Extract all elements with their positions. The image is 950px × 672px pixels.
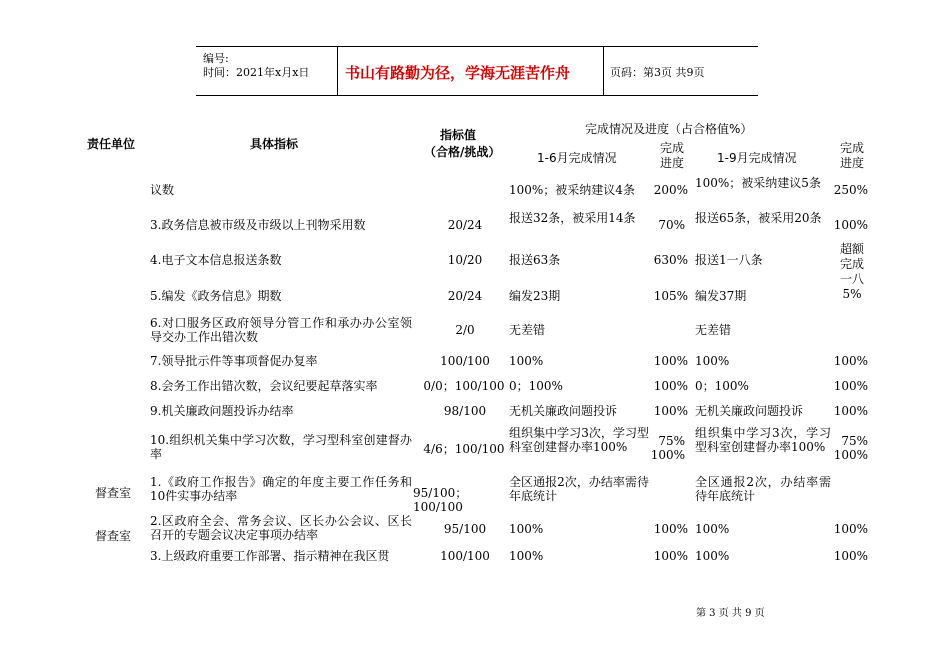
table-row-q3: 100%: [695, 549, 730, 563]
column-header-unit: 责任单位: [87, 137, 136, 151]
table-row-value: 0/0；100/100: [423, 379, 505, 393]
table-row-value: 95/100；100/100: [413, 486, 468, 514]
column-header-q3-rate: 完成 进度: [839, 141, 864, 170]
table-row-h1-rate: 75% 100%: [650, 434, 685, 462]
table-row-q3: 无机关廉政问题投诉: [695, 404, 804, 418]
table-row-h1-rate: 100%: [653, 354, 688, 368]
table-row-h1-rate: 100%: [653, 404, 688, 418]
table-row-q3-rate: 100%: [833, 522, 868, 536]
table-row-value: 98/100: [443, 404, 487, 418]
table-row-indicator: 1.《政府工作报告》确定的年度主要工作任务和10件实事办结率: [150, 475, 412, 503]
table-row-h1-rate: 70%: [658, 218, 685, 232]
table-row-unit: 督查室: [95, 529, 132, 543]
table-row-h1: 报送63条: [509, 253, 561, 267]
header-divider: [603, 46, 604, 95]
table-row-h1: 100%；被采纳建议4条: [509, 183, 635, 197]
table-row-q3: 无差错: [695, 323, 732, 337]
table-row-h1-rate: 630%: [653, 253, 688, 267]
table-row-q3-rate: 100%: [833, 218, 868, 232]
table-row-h1: 100%: [509, 549, 544, 563]
table-row-h1: 0；100%: [509, 379, 563, 393]
table-row-q3-rate: 超额 完成 一八 5%: [839, 242, 864, 301]
table-row-q3: 100%；被采纳建议5条: [695, 176, 821, 190]
table-row-value: 4/6；100/100: [423, 442, 505, 456]
table-row-value: 20/24: [447, 218, 483, 232]
header-motto: 书山有路勤为径，学海无涯苦作舟: [345, 64, 571, 82]
table-row-q3: 报送1一八条: [695, 253, 763, 267]
table-row-indicator: 8.会务工作出错次数，会议纪要起草落实率: [150, 379, 378, 393]
header-page-label: 页码：第3页 共9页: [610, 66, 705, 79]
table-row-h1: 100%: [509, 522, 544, 536]
table-row-h1-rate: 100%: [653, 379, 688, 393]
table-row-q3: 100%: [695, 522, 730, 536]
column-header-progress: 完成情况及进度（占合格值%）: [585, 122, 753, 136]
table-row-q3: 0；100%: [695, 379, 749, 393]
table-row-q3: 100%: [695, 354, 730, 368]
table-row-indicator: 10.组织机关集中学习次数，学习型科室创建督办率: [150, 433, 412, 461]
column-header-h1-rate: 完成 进度: [659, 141, 684, 170]
column-header-indicator: 具体指标: [250, 137, 299, 151]
table-row-h1-rate: 100%: [653, 522, 688, 536]
table-row-q3: 全区通报2次，办结率需待年底统计: [695, 475, 831, 503]
table-row-q3: 组织集中学习3次，学习型科室创建督办率100%: [695, 426, 831, 454]
table-row-indicator: 5.编发《政务信息》期数: [150, 289, 282, 303]
table-row-unit: 督查室: [95, 486, 132, 500]
table-row-h1: 组织集中学习3次，学习型科室创建督办率100%: [509, 426, 649, 454]
table-row-h1: 编发23期: [509, 289, 561, 303]
table-row-q3-rate: 100%: [833, 549, 868, 563]
table-row-h1-rate: 105%: [653, 289, 688, 303]
table-row-value: 95/100: [443, 522, 487, 536]
table-row-indicator: 议数: [150, 183, 175, 197]
table-row-value: 100/100: [440, 549, 490, 563]
table-row-q3: 编发37期: [695, 289, 747, 303]
table-row-h1: 100%: [509, 354, 544, 368]
page-footer: 第 3 页 共 9 页: [696, 608, 765, 619]
column-header-value: 指标值: [440, 128, 477, 142]
table-row-indicator: 3.上级政府重要工作部署、指示精神在我区贯: [150, 549, 390, 563]
table-row-indicator: 2.区政府全会、常务会议、区长办公会议、区长召开的专题会议决定事项办结率: [150, 514, 412, 542]
table-row-q3-rate: 250%: [833, 183, 868, 197]
table-row-q3-rate: 100%: [833, 404, 868, 418]
table-row-h1: 无机关廉政问题投诉: [509, 404, 618, 418]
table-row-h1: 报送32条，被采用14条: [509, 211, 636, 225]
table-row-h1: 无差错: [509, 323, 546, 337]
table-row-q3-rate: 75% 100%: [833, 434, 868, 462]
table-row-q3-rate: 100%: [833, 354, 868, 368]
column-header-q3: 1-9月完成情况: [717, 151, 797, 165]
table-row-indicator: 7.领导批示件等事项督促办复率: [150, 354, 318, 368]
header-divider: [337, 46, 338, 95]
table-row-indicator: 3.政务信息被市级及市级以上刊物采用数: [150, 218, 366, 232]
table-row-indicator: 4.电子文本信息报送条数: [150, 253, 282, 267]
table-row-value: 20/24: [447, 289, 483, 303]
column-header-h1: 1-6月完成情况: [537, 151, 617, 165]
table-row-value: 100/100: [440, 354, 490, 368]
table-row-q3-rate: 100%: [833, 379, 868, 393]
table-row-value: 2/0: [455, 323, 475, 337]
table-row-q3: 报送65条，被采用20条: [695, 211, 822, 225]
table-row-h1: 全区通报2次，办结率需待年底统计: [509, 475, 649, 503]
document-number-label: 编号:: [203, 52, 229, 65]
table-row-indicator: 9.机关廉政问题投诉办结率: [150, 404, 294, 418]
table-row-h1-rate: 200%: [653, 183, 688, 197]
table-row-value: 10/20: [447, 253, 483, 267]
table-row-h1-rate: 100%: [653, 549, 688, 563]
column-header-value-sub: （合格/挑战）: [424, 145, 501, 159]
document-time-label: 时间：2021年x月x日: [203, 66, 310, 79]
table-row-indicator: 6.对口服务区政府领导分管工作和承办办公室领导交办工作出错次数: [150, 316, 412, 344]
